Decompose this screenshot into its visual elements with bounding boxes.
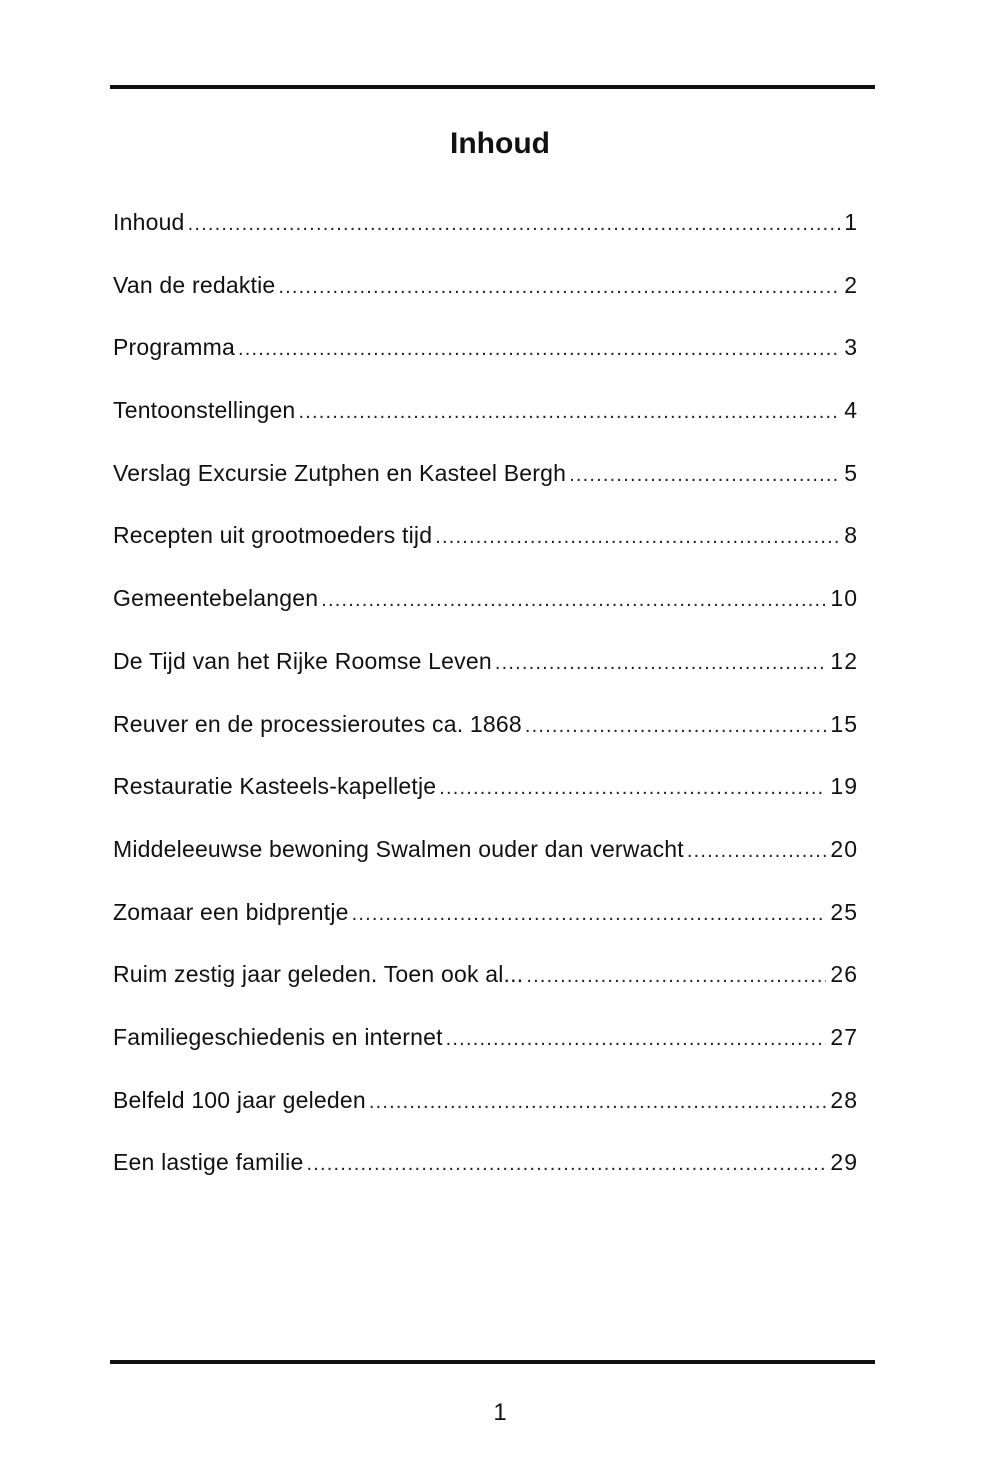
toc-leader-dots xyxy=(369,1082,827,1122)
toc-entry xyxy=(113,892,858,955)
toc-entry-page: 8 xyxy=(844,522,858,549)
toc-entry-title: Belfeld 100 jaar geleden xyxy=(113,1086,366,1113)
toc-entry xyxy=(113,515,858,578)
toc-leader-dots xyxy=(687,831,827,871)
toc-entry xyxy=(113,1142,858,1205)
toc-entry xyxy=(113,1080,858,1143)
toc-entry-title: Programma xyxy=(113,334,235,361)
toc-entry-title: Recepten uit grootmoeders tijd xyxy=(113,522,433,549)
top-rule xyxy=(110,85,875,89)
toc-entry-page: 12 xyxy=(830,647,858,674)
toc-entry xyxy=(113,704,858,767)
toc-entry xyxy=(113,265,858,328)
toc-entry xyxy=(113,954,858,1017)
bottom-rule xyxy=(110,1360,875,1364)
toc-leader-dots xyxy=(495,643,827,683)
toc-entry-page: 4 xyxy=(844,397,858,424)
toc-leader-dots xyxy=(526,956,826,996)
toc-entry-page: 26 xyxy=(830,961,858,988)
toc-leader-dots xyxy=(435,517,840,557)
toc-entry xyxy=(113,1017,858,1080)
toc-entry-title: Ruim zestig jaar geleden. Toen ook al... xyxy=(113,961,524,988)
toc-entry-title: Middeleeuwse bewoning Swalmen ouder dan verwacht xyxy=(113,835,684,862)
toc-entry-title: Een lastige familie xyxy=(113,1149,304,1176)
toc-entry-page: 25 xyxy=(830,898,858,925)
toc-entry-page: 15 xyxy=(830,710,858,737)
toc-leader-dots xyxy=(321,580,826,620)
toc-leader-dots xyxy=(188,204,841,244)
toc-entry-page: 1 xyxy=(844,209,858,235)
page-number: 1 xyxy=(493,1399,507,1426)
toc-leader-dots xyxy=(298,392,840,432)
toc-entry-title: Verslag Excursie Zutphen en Kasteel Bergh xyxy=(113,459,567,486)
toc-entry xyxy=(113,578,858,641)
toc-leader-dots xyxy=(238,329,840,369)
toc-leader-dots xyxy=(306,1144,826,1184)
toc-entry-title: Tentoonstellingen xyxy=(113,397,296,424)
toc-entry xyxy=(113,766,858,829)
toc-leader-dots xyxy=(446,1019,827,1059)
toc-leader-dots xyxy=(569,455,840,495)
page-title: Inhoud xyxy=(450,127,550,161)
toc-entry-page: 27 xyxy=(830,1023,858,1050)
toc-entry xyxy=(113,202,858,265)
toc-entry-title: Zomaar een bidprentje xyxy=(113,898,349,925)
toc-leader-dots xyxy=(352,894,827,934)
toc-entry-title: Gemeentebelangen xyxy=(113,585,319,612)
table-of-contents xyxy=(113,202,858,1205)
toc-entry-title: Familiegeschiedenis en internet xyxy=(113,1023,443,1050)
toc-leader-dots xyxy=(525,706,827,746)
toc-entry-title: Restauratie Kasteels-kapelletje xyxy=(113,773,437,800)
toc-entry-title: Inhoud xyxy=(113,209,185,235)
toc-entry-title: Van de redaktie xyxy=(113,271,276,298)
toc-entry-page: 29 xyxy=(830,1149,858,1176)
toc-entry-title: Reuver en de processieroutes ca. 1868 xyxy=(113,710,522,737)
toc-entry-page: 3 xyxy=(844,334,858,361)
toc-entry-page: 19 xyxy=(830,773,858,800)
toc-entry xyxy=(113,327,858,390)
toc-entry-page: 28 xyxy=(830,1086,858,1113)
toc-entry-title: De Tijd van het Rijke Roomse Leven xyxy=(113,647,492,674)
toc-entry-page: 2 xyxy=(844,271,858,298)
toc-entry-page: 20 xyxy=(830,835,858,862)
toc-entry-page: 5 xyxy=(844,459,858,486)
toc-leader-dots xyxy=(278,267,840,307)
toc-entry xyxy=(113,390,858,453)
toc-leader-dots xyxy=(439,768,826,808)
toc-entry xyxy=(113,453,858,516)
toc-entry xyxy=(113,641,858,704)
toc-entry-page: 10 xyxy=(830,585,858,612)
toc-entry xyxy=(113,829,858,892)
